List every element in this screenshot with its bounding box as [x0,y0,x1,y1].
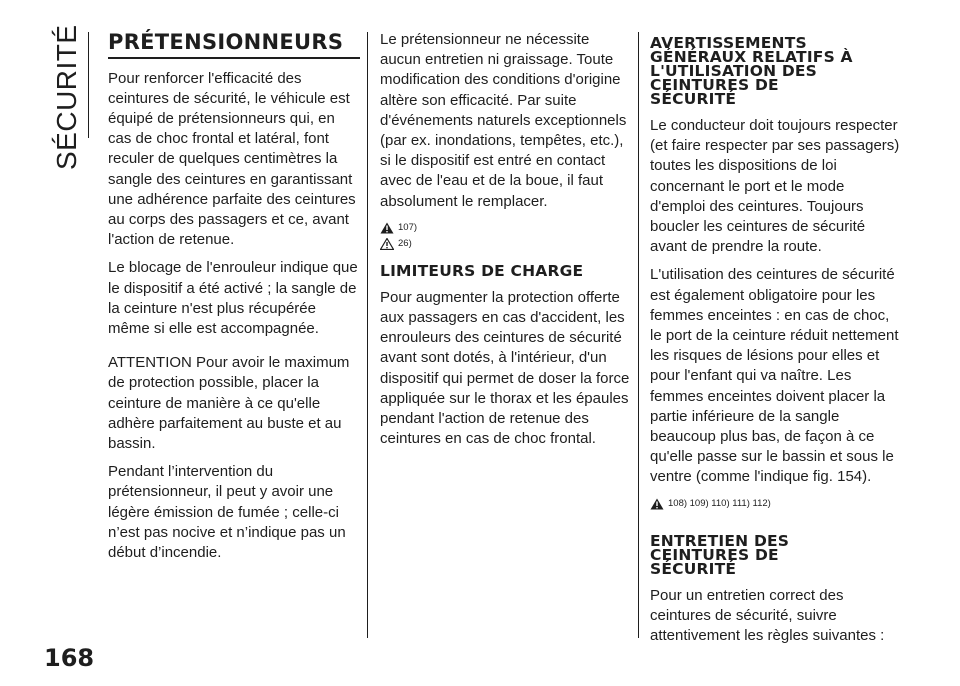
paragraph: Pour un entretien correct des ceintures de sécurité, suivre attentivement les règles suivantes : [650,586,885,645]
caution-icon [380,238,394,250]
warning-ref-text: 108) 109) 110) 111) 112) [668,497,771,509]
warning-ref-text: 107) [398,221,418,233]
column-divider-1 [367,32,368,638]
warning-icon [650,498,664,510]
caution-reference [380,238,630,250]
section-title [45,24,85,170]
paragraph: Le prétensionneur ne nécessite aucun entretien ni graissage. Toute modification des conditions d'origine altère son efficacité. Par suite d'événements naturels exceptionnels (par ex. inondations, tempêtes, etc.), si le dispositif est entré en contact avec de l'eau et de la boue, il faut absolument le remplacer. [380,31,627,210]
section-divider [88,32,89,138]
paragraph: L'utilisation des ceintures de sécurité est également obligatoire pour les femmes enceintes : en cas de choc, le port de la ceinture réduit nettement les risques de lésions pour elles et pour l'enfant qui va naître. Les femmes enceintes doivent placer la partie inférieure de la sangle beaucoup plus bas, de façon à ce qu'elle passe sur le bassin et sous le ventre (comme l'indique fig. 154). [650,266,899,486]
warning-icon [380,222,394,234]
paragraph: Le conducteur doit toujours respecter (et faire respecter par ses passagers) toutes les dispositions de loi concernant le port et le mode d'emploi des ceintures. Toujours boucler les ceintures de sécurité avant de prendre la route. [650,117,900,256]
heading-underline [108,57,360,59]
paragraph: Pour augmenter la protection offerte aux passagers en cas d'accident, les enrouleurs des ceintures de sécurité avant sont dotés, à l'intérieur, d'un dispositif qui permet de doser la force appliquée sur le thorax et les épaules pendant l'action de retenue des ceintures en cas de choc frontal. [380,288,630,448]
warning-reference [650,498,902,510]
column-3 [650,36,902,654]
heading-limiteurs: LIMITEURS DE CHARGE [380,261,584,280]
column-divider-2 [638,32,639,638]
paragraph: Le blocage de l'enrouleur indique que le dispositif a été activé ; la sangle de la ceinture n'est plus récupérée même si elle est accompagnée. [108,259,358,337]
attention-paragraph: ATTENTION Pour avoir le maximum de protection possible, placer la ceinture de manière à ce qu'elle adhère parfaitement au buste et au bassin. [108,354,350,452]
heading-pretensionneurs: PRÉTENSIONNEURS [108,30,344,54]
heading-entretien: ENTRETIEN DES CEINTURES DE SÉCURITÉ [650,531,790,578]
heading-avertissements: AVERTISSEMENTS GÉNÉRAUX RELATIFS À L'UTILISATION DES CEINTURES DE SÉCURITÉ [650,34,853,108]
column-1 [108,30,360,571]
warning-reference [380,222,630,234]
paragraph: Pendant l’intervention du prétensionneur, il peut y avoir une légère émission de fumée ; celle-ci n’est pas nocive et n’indique pas un début d’incendie. [108,463,346,561]
section-title-text: SÉCURITÉ [51,24,82,170]
column-2 [380,30,630,457]
page-number: 168 [44,644,95,672]
paragraph: Pour renforcer l'efficacité des ceintures de sécurité, le véhicule est équipé de prétensionneurs qui, en cas de choc frontal et latéral, font reculer de quelques centimètres la sangle des ceintures en garantissant une adhérence parfaite des ceintures au corps des passagers et ce, avant l'action de retenue. [108,69,356,249]
caution-ref-text: 26) [398,237,412,249]
